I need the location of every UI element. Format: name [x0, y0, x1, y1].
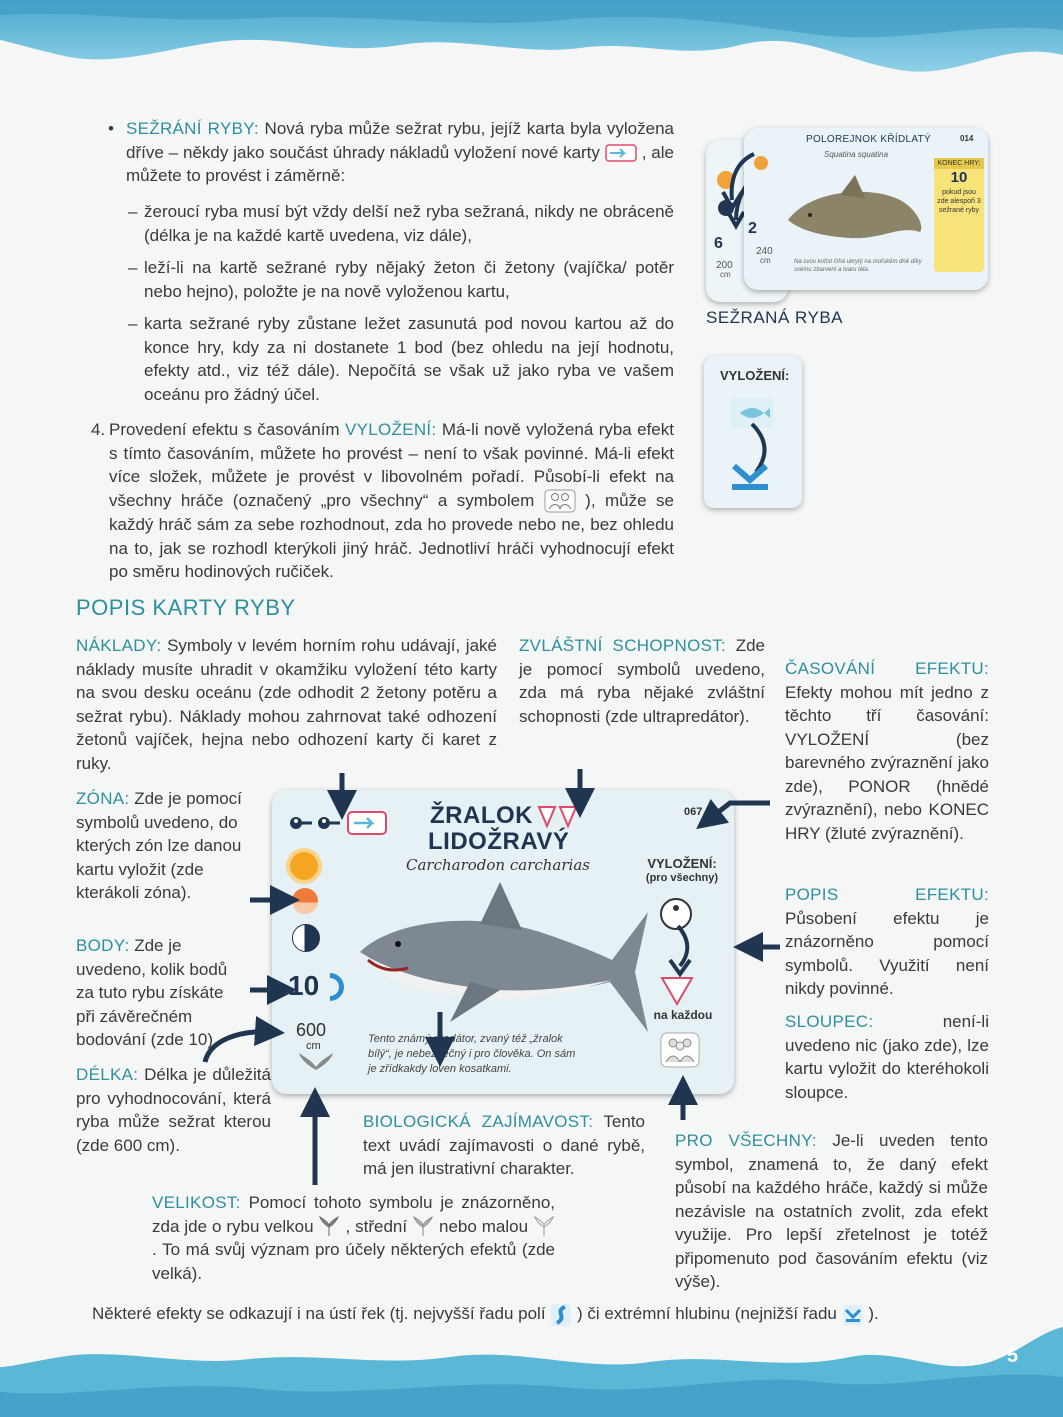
- twilight-zone-icon: [292, 888, 318, 914]
- desc-vsechny: PRO VŠECHNY: Je-li uveden tento symbol, znamená to, že daný efekt působí na každého hráče, každý si může nezávisle na ostatních zvolit, zda efekt využije. Pro lepší zřetelnost je totéž připomenuto pod časováním efektu (viz výše).: [675, 1131, 989, 1291]
- item-4: 4. Provedení efektu s časováním VYLOŽENÍ: Má-li nově vyložená ryba efekt s tímto časováním, můžete ho provést – není to však povinné. Má-li efekt více složek, můžete je provést v libovolném pořadí. Působí-li efekt na všechny hráče (označený „pro všechny“ a symbolem ), může se každý hráč sám za sebe rozhodnout, zda ho provede nebo ne, bez ohledu na to, jak se rozhodl kterýkoli jiný hráč. Jednotliví hráči vyhodnocují efekt po směru hodinových ručiček.: [91, 420, 674, 582]
- desc-body: BODY: Zde je uvedeno, kolik bodů za tuto rybu získáte při závěrečném bodování (zde 10).: [76, 936, 228, 1049]
- small-tail-icon: [533, 1216, 555, 1238]
- midnight-zone-icon: [292, 924, 320, 952]
- card-length: 600: [296, 1020, 327, 1040]
- main-fish-card: [272, 790, 734, 1094]
- label-vylozeni: VYLOŽENÍ:: [344, 420, 437, 439]
- page-number: 5: [1007, 1345, 1019, 1367]
- abyss-icon: [842, 1304, 864, 1326]
- cost-icons: [286, 810, 390, 836]
- card-title-1: ŽRALOK: [430, 802, 533, 829]
- large-size-tail-icon: [296, 1052, 336, 1088]
- dash-item: – leží-li na kartě sežrané ryby nějaký žeton či žetony (vajíčka/ potěr nebo hejno), položte je na nově vyloženou kartu,: [128, 258, 674, 301]
- fish-to-abyss-icon: [722, 394, 792, 504]
- vylozeni-card-detail: VYLOŽENÍ:: [704, 356, 802, 508]
- angel-shark-image: [780, 170, 930, 250]
- dash-list: [128, 200, 674, 406]
- section-title: POPIS KARTY RYBY: [76, 595, 296, 620]
- fry-token-icon: [318, 817, 340, 829]
- discard-card-icon: [605, 143, 637, 163]
- timing-label: VYLOŽENÍ: (pro všechny): [645, 856, 719, 884]
- predator-teeth-icon: [536, 804, 580, 830]
- bullet-seztrani: • SEŽRÁNÍ RYBY: Nová ryba může sežrat rybu, jejíž karta byla vyložena dříve – někdy jako součást úhrady nákladů vyložení nové karty , ale můžete to provést i záměrně:: [108, 119, 674, 185]
- all-players-card-icon: [660, 1032, 700, 1068]
- desc-bio: BIOLOGICKÁ ZAJÍMAVOST: Tento text uvádí zajímavosti o dané rybě, má jen ilustrativní charakter.: [363, 1112, 646, 1178]
- medium-tail-icon: [412, 1216, 434, 1238]
- card-length-unit: cm: [306, 1040, 321, 1052]
- sun-zone-icon: [290, 852, 318, 880]
- end-game-box: KONEC HRY: 10 pokud jsou zde alespoň 3 sežrané ryby: [934, 158, 984, 272]
- dash-item: – žeroucí ryba musí být vždy delší než ryba sežraná, nikdy ne obráceně (délka je na každé kartě uvedena, viz dále),: [128, 202, 674, 245]
- desc-velikost: VELIKOST: Pomocí tohoto symbolu je znázorněno, zda jde o rybu velkou , střední nebo malou . To má svůj význam pro účely některých efektů (zde velká).: [152, 1193, 556, 1283]
- card-points: 10: [288, 970, 320, 1001]
- effect-each-label: na každou: [653, 1008, 713, 1022]
- fry-token-icon: [290, 817, 312, 829]
- effect-icons: [652, 896, 712, 1016]
- card-flavor: Tento známý predátor, zvaný též „žralok bílý“, je nebezpečný i pro člověka. On sám je zřídkakdy loven kosatkami.: [368, 1033, 576, 1075]
- desc-delka: DÉLKA: Délka je důležitá pro vyhodnocování, která ryba může sežrat kterou (zde 600 cm).: [76, 1065, 271, 1155]
- card-number: 067: [684, 806, 703, 818]
- label-seztrani: SEŽRÁNÍ RYBY:: [126, 119, 259, 138]
- eat-arrow-icon: [716, 150, 766, 220]
- desc-popis: POPIS EFEKTU: Působení efektu je znázorněno pomocí symbolů. Využití není nikdy povinné.: [785, 885, 989, 998]
- desc-zvlastni: ZVLÁŠTNÍ SCHOPNOST: Zde je pomocí symbolů uvedeno, zda má ryba nějaké zvláštní schopnosti (zde ultrapredátor).: [519, 636, 765, 726]
- desc-casovani: ČASOVÁNÍ EFEKTU: Efekty mohou mít jedno z těchto tří časování: VYLOŽENÍ (bez barevného zvýraznění jako zde), PONOR (hnědé zvýraznění), nebo KONEC HRY (žluté zvýraznění).: [785, 659, 989, 843]
- seztrani-text-1: Nová ryba může sežrat rybu, jejíž karta byla vyložena dříve – někdy jako součást úhrady nákladů vyložení nové karty: [126, 119, 674, 162]
- footer-note: Některé efekty se odkazují i na ústí řek (tj. nejvyšší řadu polí ) či extrémní hlubinu (nejnižší řadu ).: [92, 1302, 992, 1327]
- river-mouth-icon: [550, 1303, 572, 1327]
- eaten-fish-card-back: 6 200 cm: [706, 140, 788, 302]
- card-title-2: LIDOŽRAVÝ: [428, 828, 570, 855]
- desc-sloupec: SLOUPEC: není-li uvedeno nic (jako zde), lze kartu vyložit do kteréhokoli sloupce.: [785, 1012, 989, 1102]
- great-white-shark-image: [350, 882, 650, 1042]
- seztrani-text-2: , ale můžete to provést i záměrně:: [126, 142, 674, 185]
- eaten-fish-card-front: POLOREJNOK KŘÍDLATÝ 014 Squatina squatina KONEC HRY: 10 pokud jsou zde alespoň 3 sežrané ryby 2 240 cm Na svou kořist číhá ukrytý na mořském dně díky svému zbarvení a tvaru těla.: [744, 128, 988, 290]
- desc-zona: ZÓNA: Zde je pomocí symbolů uvedeno, do kterých zón lze danou kartu vyložit (zde kterákoli zóna).: [76, 789, 242, 902]
- desc-naklady: NÁKLADY: Symboly v levém horním rohu udávají, jaké náklady musíte uhradit v okamžiku vyložení této karty na svou desku oceánu (zde odhodit 2 žetony potěru a sežrat rybu). Náklady mohou zahrnovat také odhození žetonů vajíček, hejna nebo odhození karty či karet z ruky.: [76, 636, 497, 773]
- eaten-fish-label: SEŽRANÁ RYBA: [706, 308, 844, 327]
- card-latin: Carcharodon carcharias: [406, 856, 590, 874]
- dash-item: – karta sežrané ryby zůstane ležet zasunutá pod novou kartou až do konce hry, kdy za ni dostanete 1 bod (bez ohledu na její hodnotu, efekty atd., viz též dále). Nepočítá se však už jako ryba ve vašem oceánu pro žádný účel.: [128, 314, 674, 404]
- all-players-icon: [544, 489, 576, 513]
- top-water-wave: [0, 0, 1063, 110]
- large-tail-icon: [318, 1216, 340, 1238]
